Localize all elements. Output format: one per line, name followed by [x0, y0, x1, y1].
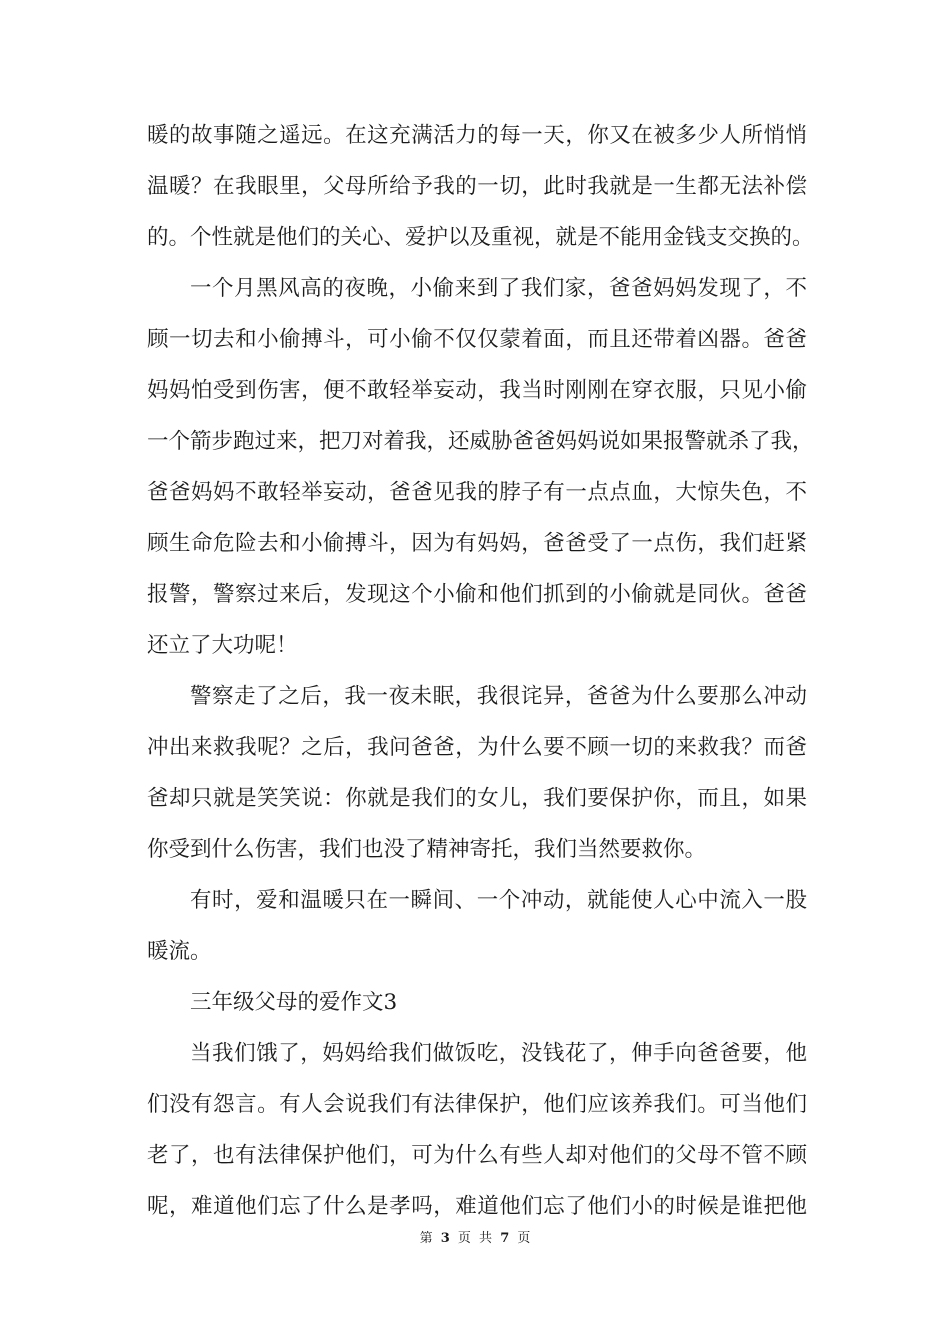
text-line: 们没有怨言。有人会说我们有法律保护，他们应该养我们。可当他们: [147, 1092, 807, 1117]
text-line: 有时，爱和温暖只在一瞬间、一个冲动，就能使人心中流入一股: [190, 888, 807, 913]
text-line: 老了，也有法律保护他们，可为什么有些人却对他们的父母不管不顾: [147, 1143, 807, 1168]
text-line: 的。个性就是他们的关心、爱护以及重视，就是不能用金钱支交换的。: [147, 225, 814, 250]
text-line: 暖的故事随之遥远。在这充满活力的每一天，你又在被多少人所悄悄: [147, 123, 807, 148]
text-line: 当我们饿了，妈妈给我们做饭吃，没钱花了，伸手向爸爸要，他: [190, 1041, 807, 1066]
text-line: 温暖？在我眼里，父母所给予我的一切，此时我就是一生都无法补偿: [147, 174, 807, 199]
text-line: 你受到什么伤害，我们也没了精神寄托，我们当然要救你。: [147, 837, 707, 862]
text-line: 顾生命危险去和小偷搏斗，因为有妈妈，爸爸受了一点伤，我们赶紧: [147, 531, 807, 556]
text-line: 暖流。: [147, 939, 212, 964]
text-line: 一个箭步跑过来，把刀对着我，还威胁爸爸妈妈说如果报警就杀了我，: [147, 429, 814, 454]
footer-middle: 页 共: [457, 1231, 493, 1246]
footer-prefix: 第: [419, 1231, 433, 1246]
footer-total-pages: 7: [500, 1231, 510, 1246]
text-line: 还立了大功呢！: [147, 633, 298, 658]
text-line: 报警，警察过来后，发现这个小偷和他们抓到的小偷就是同伙。爸爸: [147, 582, 807, 607]
footer-suffix: 页: [517, 1231, 531, 1246]
text-line: 警察走了之后，我一夜未眠，我很诧异，爸爸为什么要那么冲动: [190, 684, 807, 709]
text-line: 爸爸妈妈不敢轻举妄动，爸爸见我的脖子有一点点血，大惊失色，不: [147, 480, 807, 505]
text-line: 妈妈怕受到伤害，便不敢轻举妄动，我当时刚刚在穿衣服，只见小偷: [147, 378, 807, 403]
text-line: 爸却只就是笑笑说：你就是我们的女儿，我们要保护你，而且，如果: [147, 786, 807, 811]
footer-page-number: 3: [440, 1231, 450, 1246]
text-line: 一个月黑风高的夜晚，小偷来到了我们家，爸爸妈妈发现了，不: [190, 276, 807, 301]
text-line: 冲出来救我呢？之后，我问爸爸，为什么要不顾一切的来救我？而爸: [147, 735, 807, 760]
section-heading: 三年级父母的爱作文3: [190, 990, 398, 1015]
page-footer: [0, 1230, 950, 1248]
text-line: 呢，难道他们忘了什么是孝吗，难道他们忘了他们小的时候是谁把他: [147, 1194, 807, 1219]
text-line: 顾一切去和小偷搏斗，可小偷不仅仅蒙着面，而且还带着凶器。爸爸: [147, 327, 807, 352]
